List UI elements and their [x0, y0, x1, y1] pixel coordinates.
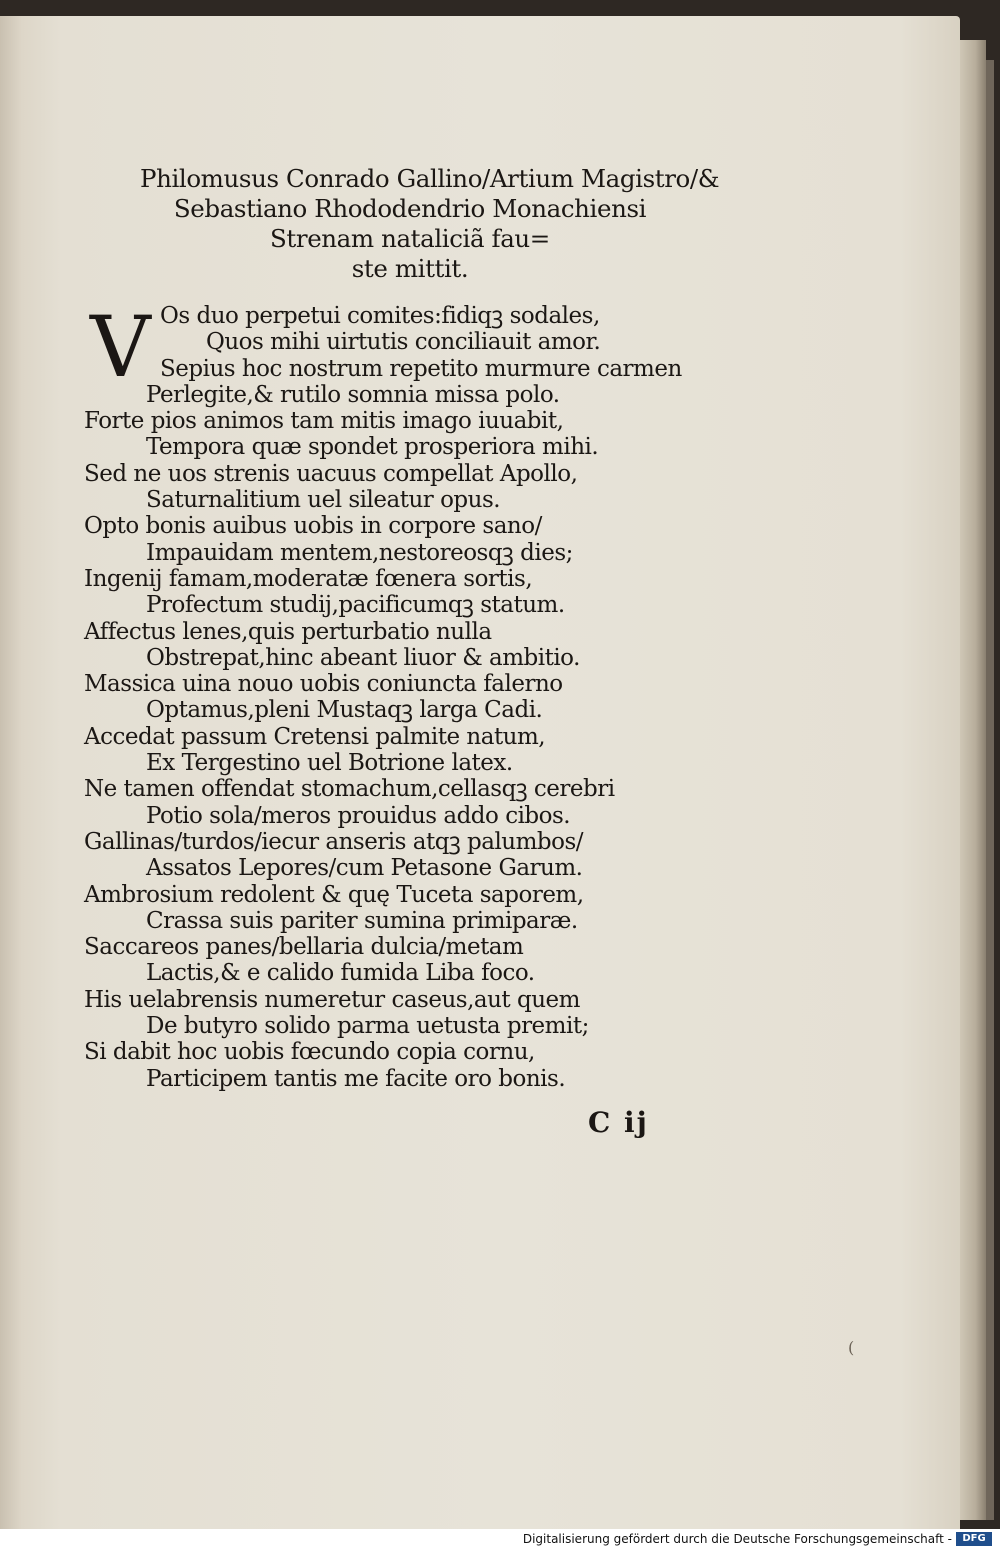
poem-line: Affectus lenes,quis perturbatio nulla [84, 618, 492, 645]
poem-line: Accedat passum Cretensi palmite natum, [84, 723, 546, 750]
poem-line: Participem tantis me facite oro bonis. [146, 1065, 566, 1092]
poem-line: Optamus,pleni Mustaqꝫ larga Cadi. [146, 697, 543, 724]
poem-line: Sed ne uos strenis uacuus compellat Apollo, [84, 460, 578, 487]
poem-line: Profectum studij,pacificumqꝫ statum. [146, 592, 565, 619]
poem-line: His uelabrensis numeretur caseus,aut quem [84, 986, 580, 1013]
book-page [0, 16, 960, 1529]
poem-line: Massica uina nouo uobis coniuncta falerno [84, 671, 563, 698]
page-edge [960, 40, 986, 1520]
signature-mark: C ij [588, 1106, 649, 1139]
book-edge-shadow [986, 60, 994, 1520]
poem-line: Sepius hoc nostrum repetito murmure carmen [160, 355, 682, 382]
title-line: Sebastiano Rhododendrio Monachiensi [173, 194, 647, 223]
drop-initial: V [90, 298, 151, 396]
poem-line: Assatos Lepores/cum Petasone Garum. [146, 855, 583, 882]
poem-line: Ingenij famam,moderatæ fœnera sortis, [84, 565, 533, 592]
title-line: ste mittit. [351, 254, 469, 283]
poem-line: Forte pios animos tam mitis imago iuuabit, [84, 408, 564, 435]
poem-line: Perlegite,& rutilo somnia missa polo. [146, 381, 560, 408]
poem-line: Potio sola/meros prouidus addo cibos. [146, 802, 571, 829]
dfg-logo-icon[interactable]: DFG [956, 1532, 992, 1546]
poem-line: Gallinas/turdos/iecur anseris atqꝫ palumbos/ [84, 828, 584, 855]
title-line: Strenam nataliciã fau= [270, 224, 550, 253]
poem-line: Os duo perpetui comites:fidiqꝫ sodales, [160, 303, 600, 329]
poem-line: Impauidam mentem,nestoreosqꝫ dies; [146, 539, 573, 566]
poem-line: Obstrepat,hinc abeant liuor & ambitio. [146, 644, 580, 671]
poem-line: De butyro solido parma uetusta premit; [146, 1013, 589, 1040]
poem-line: Quos mihi uirtutis conciliauit amor. [206, 329, 601, 356]
poem-line: Ne tamen offendat stomachum,cellasqꝫ cerebri [84, 776, 615, 803]
poem-line: Saturnalitium uel sileatur opus. [146, 487, 501, 514]
digitization-footer [0, 1529, 1000, 1549]
poem-line: Tempora quæ spondet prosperiora mihi. [146, 434, 599, 461]
footer-credit: Digitalisierung gefördert durch die Deutsche Forschungsgemeinschaft - [522, 1532, 952, 1546]
poem-line: Ambrosium redolent & quę Tuceta saporem, [84, 881, 584, 908]
poem-line: Saccareos panes/bellaria dulcia/metam [84, 934, 524, 961]
ink-mark: ( [848, 1338, 855, 1357]
title-line: Philomusus Conrado Gallino/Artium Magistro/& [140, 164, 720, 193]
page-title [140, 164, 720, 284]
poem-line: Opto bonis auibus uobis in corpore sano/ [84, 513, 542, 540]
poem-line: Lactis,& e calido fumida Liba foco. [146, 960, 535, 987]
poem-body [84, 298, 682, 1092]
poem-line: Crassa suis pariter sumina primiparæ. [146, 907, 578, 934]
poem-line: Ex Tergestino uel Botrione latex. [146, 750, 513, 777]
poem-line: Si dabit hoc uobis fœcundo copia cornu, [84, 1039, 535, 1066]
